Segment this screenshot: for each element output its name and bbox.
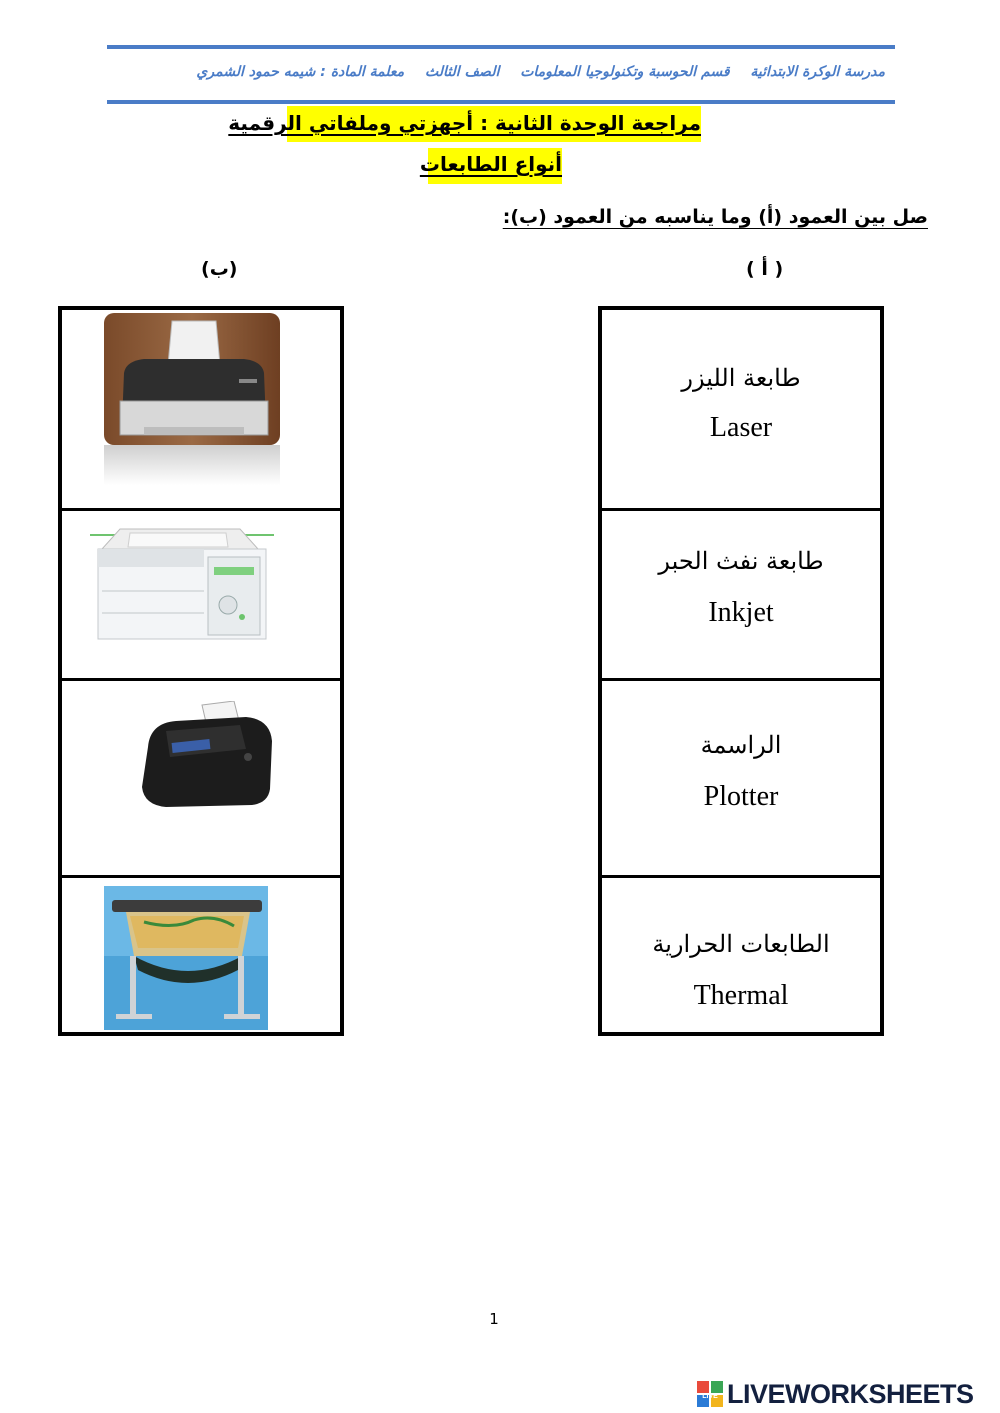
instruction-text: صل بين العمود (أ) وما يناسبه من العمود (ب): [502, 206, 928, 228]
header-info [107, 64, 885, 80]
column-a-label: ( أ ) [746, 258, 784, 280]
term-plotter-ar: الراسمة [700, 731, 782, 759]
liveworksheets-mark-icon [697, 1381, 723, 1407]
thermal-printer-icon [136, 701, 276, 811]
column-a-cell-plotter[interactable] [602, 681, 880, 878]
plotter-icon [104, 886, 268, 1030]
department-name: قسم الحوسبة وتكنولوجيا المعلومات [520, 64, 730, 80]
column-a-cell-inkjet[interactable] [602, 511, 880, 681]
inkjet-printer-icon [104, 313, 280, 489]
column-a-cell-laser[interactable] [602, 310, 880, 511]
term-thermal-ar: الطابعات الحرارية [652, 930, 830, 958]
svg-text:LIVE: LIVE [702, 1393, 718, 1400]
header-top-rule [107, 45, 895, 49]
lesson-title: أنواع الطابعات [428, 148, 562, 184]
term-inkjet-ar: طابعة نفث الحبر [658, 547, 824, 575]
page-number: 1 [489, 1310, 499, 1328]
teacher-name: معلمة المادة : شيمه حمود الشمري [196, 64, 405, 80]
column-b-cell-4[interactable] [62, 878, 340, 1033]
grade-label: الصف الثالث [425, 64, 500, 80]
term-laser-en: Laser [709, 412, 773, 443]
term-plotter-en: Plotter [703, 781, 779, 812]
column-b-cell-3[interactable] [62, 681, 340, 878]
column-b-cell-1[interactable] [62, 310, 340, 511]
school-name: مدرسة الوكرة الابتدائية [750, 64, 885, 80]
header-bottom-rule [107, 100, 895, 104]
column-b-label: (ب) [201, 258, 238, 280]
column-b-cell-2[interactable] [62, 511, 340, 681]
unit-title: مراجعة الوحدة الثانية : أجهزتي وملفاتي الرقمية [287, 106, 701, 142]
column-a-table [598, 306, 884, 1036]
laser-printer-icon [90, 521, 274, 645]
brand-text: LIVEWORKSHEETS [727, 1378, 974, 1409]
term-inkjet-en: Inkjet [708, 597, 774, 628]
term-laser-ar: طابعة الليزر [681, 364, 801, 392]
column-b-table [58, 306, 344, 1036]
liveworksheets-logo[interactable] [697, 1378, 974, 1410]
term-thermal-en: Thermal [693, 980, 789, 1011]
column-a-cell-thermal[interactable] [602, 878, 880, 1033]
